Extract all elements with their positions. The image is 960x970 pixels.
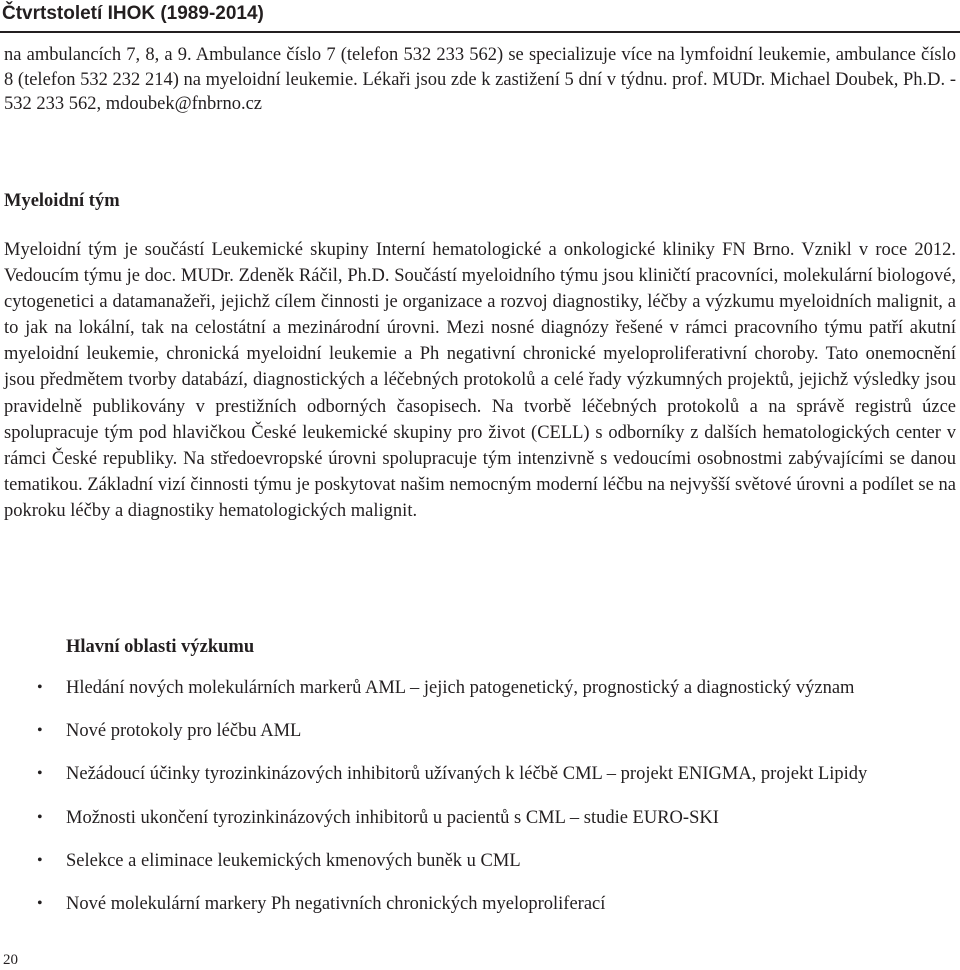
research-item-text: Možnosti ukončení tyrozinkinázových inhibitorů u pacientů s CML – studie EURO-SKI bbox=[66, 807, 719, 828]
research-list-item bbox=[0, 892, 960, 935]
bullet-icon: • bbox=[37, 722, 43, 740]
bullet-icon: • bbox=[37, 851, 43, 869]
bullet-icon: • bbox=[37, 765, 43, 783]
research-heading: Hlavní oblasti výzkumu bbox=[66, 637, 255, 657]
header-divider bbox=[0, 31, 960, 33]
section-heading: Myeloidní tým bbox=[4, 191, 120, 211]
research-item-text: Nežádoucí účinky tyrozinkinázových inhibitorů užívaných k léčbě CML – projekt ENIGMA, projekt Lipidy bbox=[66, 764, 868, 785]
research-item-text: Nové molekulární markery Ph negativních chronických myeloproliferací bbox=[66, 893, 606, 914]
research-list bbox=[0, 676, 960, 935]
research-list-item bbox=[0, 806, 960, 849]
research-list-item bbox=[0, 849, 960, 892]
bullet-icon: • bbox=[37, 679, 43, 696]
bullet-icon: • bbox=[37, 894, 43, 912]
intro-paragraph: na ambulancích 7, 8, a 9. Ambulance číslo 7 (telefon 532 233 562) se specializuje více na lymfoidní leukemie, ambulance číslo 8 (telefon 532 232 214) na myeloidní leukemie. Lékaři jsou zde k zastižení 5 dní v týdnu. prof. MUDr. Michael Doubek, Ph.D. - 532 233 562, mdoubek@fnbrno.cz bbox=[4, 45, 956, 114]
page-header-title: Čtvrtstoletí IHOK (1989-2014) bbox=[2, 3, 264, 24]
research-item-text: Selekce a eliminace leukemických kmenových buněk u CML bbox=[66, 850, 521, 871]
research-list-item bbox=[0, 762, 960, 805]
page-number: 20 bbox=[3, 952, 18, 968]
research-item-text: Hledání nových molekulárních markerů AML – jejich patogenetický, prognostický a diagnostický význam bbox=[66, 678, 855, 698]
bullet-icon: • bbox=[37, 808, 43, 826]
research-list-item bbox=[0, 719, 960, 762]
research-list-item bbox=[0, 676, 960, 719]
research-item-text: Nové protokoly pro léčbu AML bbox=[66, 721, 302, 742]
section-body-paragraph: Myeloidní tým je součástí Leukemické skupiny Interní hematologické a onkologické kliniky FN Brno. Vznikl v roce 2012. Vedoucím týmu je doc. MUDr. Zdeněk Ráčil, Ph.D. Součástí myeloidního týmu jsou kliničtí pracovníci, molekulární biologové, cytogenetici a datamanažeři, jejichž cílem činnosti je organizace a rozvoj diagnostiky, léčby a výzkumu myeloidních malignit, a to jak na lokální, tak na celostátní a mezinárodní úrovni. Mezi nosné diagnózy řešené v rámci pracovního týmu patří akutní myeloidní leukemie, chronická myeloidní leukemie a Ph negativní chronické myeloproliferativní choroby. Tato onemocnění jsou předmětem tvorby databází, diagnostických a léčebných protokolů a celé řady výzkumných projektů, jejichž výsledky jsou pravidelně publikovány v prestižních odborných časopisech. Na tvorbě léčebných protokolů a na správě registrů úzce spolupracuje tým pod hlavičkou České leukemické skupiny pro život (CELL) s odborníky z dalších hematologických center v rámci České republiky. Na středoevropské úrovni spolupracuje tým intenzivně s vedoucími osobnostmi zabývajícími se danou tematikou. Základní vizí činnosti týmu je poskytovat našim nemocným moderní léčbu na nejvyšší světové úrovni a podílet se na pokroku léčby a diagnostiky hematologických malignit. bbox=[4, 240, 956, 521]
